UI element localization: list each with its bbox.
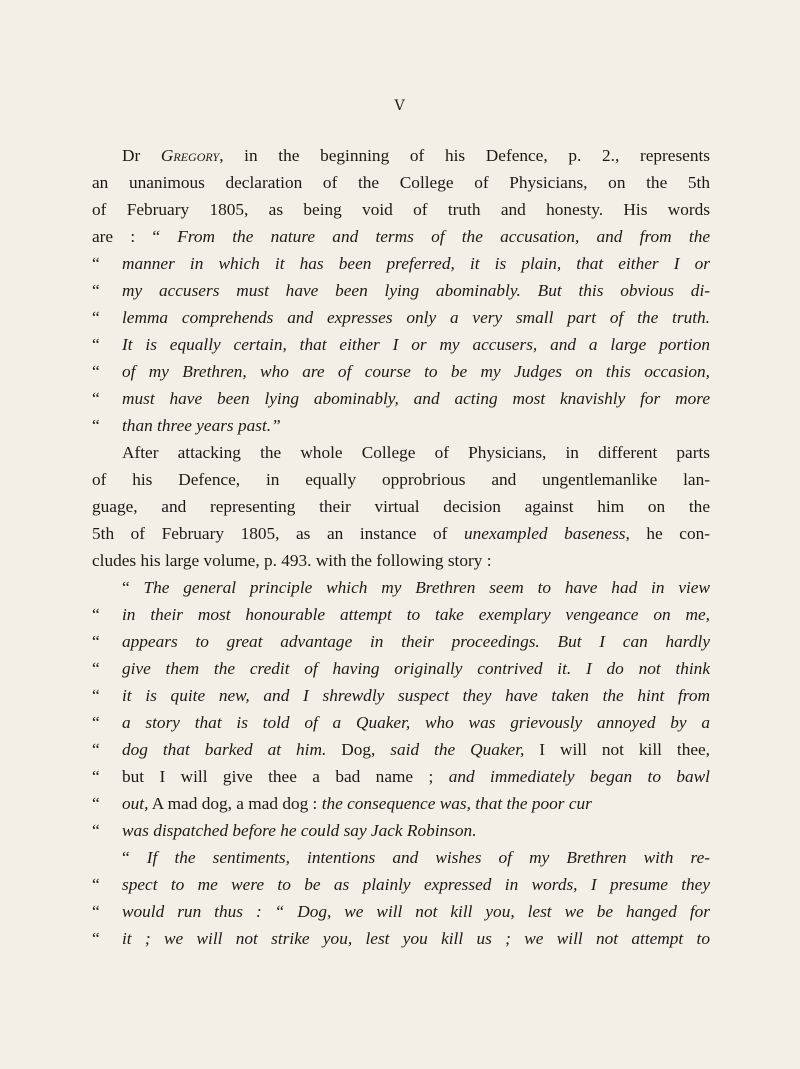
text-line <box>92 439 710 466</box>
italic-text: manner in which it has been preferred, it is plain, that either I or <box>122 254 710 273</box>
italic-text: lemma comprehends and expresses only a very small part of the truth. <box>122 308 710 327</box>
quote-mark: “ <box>92 875 100 894</box>
text-line <box>92 412 710 439</box>
quote-mark: “ <box>92 821 100 840</box>
italic-text: spect to me were to be as plainly expressed in words, I presume they <box>122 875 710 894</box>
roman-text: A mad dog, a mad dog : <box>148 794 322 813</box>
italic-text: and immediately began to bawl <box>448 767 710 786</box>
italic-text: it is quite new, and I shrewdly suspect they have taken the hint from <box>122 686 710 705</box>
roman-text: , in the beginning of his Defence, p. 2., represents <box>219 146 710 165</box>
text-line <box>92 574 710 601</box>
italic-text: it ; we will not strike you, lest you kill us ; we will not attempt to <box>122 929 710 948</box>
quote-mark: “ <box>92 389 100 408</box>
text-line <box>92 142 710 169</box>
text-line <box>92 331 710 358</box>
quote-mark: “ <box>92 740 100 759</box>
italic-text: must have been lying abominably, and acting most knavishly for more <box>122 389 710 408</box>
italic-text: appears to great advantage in their proceedings. But I can hardly <box>122 632 710 651</box>
text-line <box>92 655 710 682</box>
roman-text: of February 1805, as being void of truth and honesty. His words <box>92 200 710 219</box>
roman-text: After attacking the whole College of Physicians, in different parts <box>122 443 710 462</box>
quote-mark: “ <box>92 686 100 705</box>
quote-mark: “ <box>92 713 100 732</box>
author-name: Gregory <box>160 146 220 165</box>
text-line <box>92 169 710 196</box>
italic-text: The general principle which my Brethren seem to have had in view <box>143 578 710 597</box>
text-line <box>92 817 710 844</box>
roman-text: are : “ <box>92 227 178 246</box>
text-line <box>92 304 710 331</box>
italic-text: the consequence was, that the poor cur <box>321 794 592 813</box>
italic-text: It is equally certain, that either I or my accusers, and a large portion <box>122 335 710 354</box>
italic-text: dog that barked at him. <box>122 740 327 759</box>
italic-text: of my Brethren, who are of course to be my Judges on this occasion, <box>122 362 710 381</box>
text-line <box>92 493 710 520</box>
text-line <box>92 601 710 628</box>
text-line <box>92 790 710 817</box>
italic-text: From the nature and terms of the accusation, and from the <box>177 227 710 246</box>
text-line <box>92 628 710 655</box>
italic-text: said the Quaker, <box>390 740 525 759</box>
quote-mark: “ <box>92 902 100 921</box>
italic-text: give them the credit of having originally contrived it. I do not think <box>122 659 710 678</box>
quote-mark: “ <box>92 767 100 786</box>
text-line <box>92 682 710 709</box>
italic-text: If the sentiments, intentions and wishes of my Brethren with re- <box>146 848 710 867</box>
text-line <box>92 925 710 952</box>
roman-text: Dog, <box>326 740 391 759</box>
quote-mark: “ <box>92 659 100 678</box>
roman-text: but I will give thee a bad name ; <box>122 767 449 786</box>
italic-text: out, <box>122 794 149 813</box>
body-text <box>92 142 710 952</box>
roman-text: “ <box>122 848 147 867</box>
roman-text: guage, and representing their virtual decision against him on the <box>92 497 710 516</box>
text-line <box>92 844 710 871</box>
italic-text: unexampled baseness, <box>464 524 630 543</box>
roman-text: of his Defence, in equally opprobrious and ungentlemanlike lan- <box>92 470 710 489</box>
roman-text: an unanimous declaration of the College of Physicians, on the 5th <box>92 173 710 192</box>
text-line <box>92 871 710 898</box>
quote-mark: “ <box>92 254 100 273</box>
quote-mark: “ <box>92 281 100 300</box>
roman-text: 5th of February 1805, as an instance of <box>92 524 465 543</box>
roman-text: cludes his large volume, p. 493. with the following story : <box>92 551 492 570</box>
roman-text: I will not kill thee, <box>524 740 710 759</box>
quote-mark: “ <box>92 308 100 327</box>
text-line <box>92 709 710 736</box>
text-line <box>92 466 710 493</box>
text-line <box>92 763 710 790</box>
italic-text: my accusers must have been lying abominably. But this obvious di- <box>122 281 710 300</box>
text-line <box>92 385 710 412</box>
text-line <box>92 223 710 250</box>
text-line <box>92 520 710 547</box>
text-line <box>92 358 710 385</box>
text-line <box>92 277 710 304</box>
quote-mark: “ <box>92 929 100 948</box>
quote-mark: “ <box>92 335 100 354</box>
text-line <box>92 898 710 925</box>
text-line <box>92 547 710 574</box>
quote-mark: “ <box>92 605 100 624</box>
quote-mark: “ <box>92 632 100 651</box>
italic-text: was dispatched before he could say Jack Robinson. <box>122 821 477 840</box>
roman-text: he con- <box>629 524 710 543</box>
quote-mark: “ <box>92 794 100 813</box>
page-number: V <box>394 98 406 114</box>
italic-text: than three years past.” <box>122 416 281 435</box>
italic-text: would run thus : “ Dog, we will not kill you, lest we be hanged for <box>122 902 710 921</box>
text-line <box>92 250 710 277</box>
text-line <box>92 196 710 223</box>
roman-text: “ <box>122 578 144 597</box>
italic-text: a story that is told of a Quaker, who was grievously annoyed by a <box>122 713 710 732</box>
quote-mark: “ <box>92 362 100 381</box>
roman-text: Dr <box>122 146 161 165</box>
italic-text: in their most honourable attempt to take exemplary vengeance on me, <box>122 605 710 624</box>
text-line <box>92 736 710 763</box>
quote-mark: “ <box>92 416 100 435</box>
